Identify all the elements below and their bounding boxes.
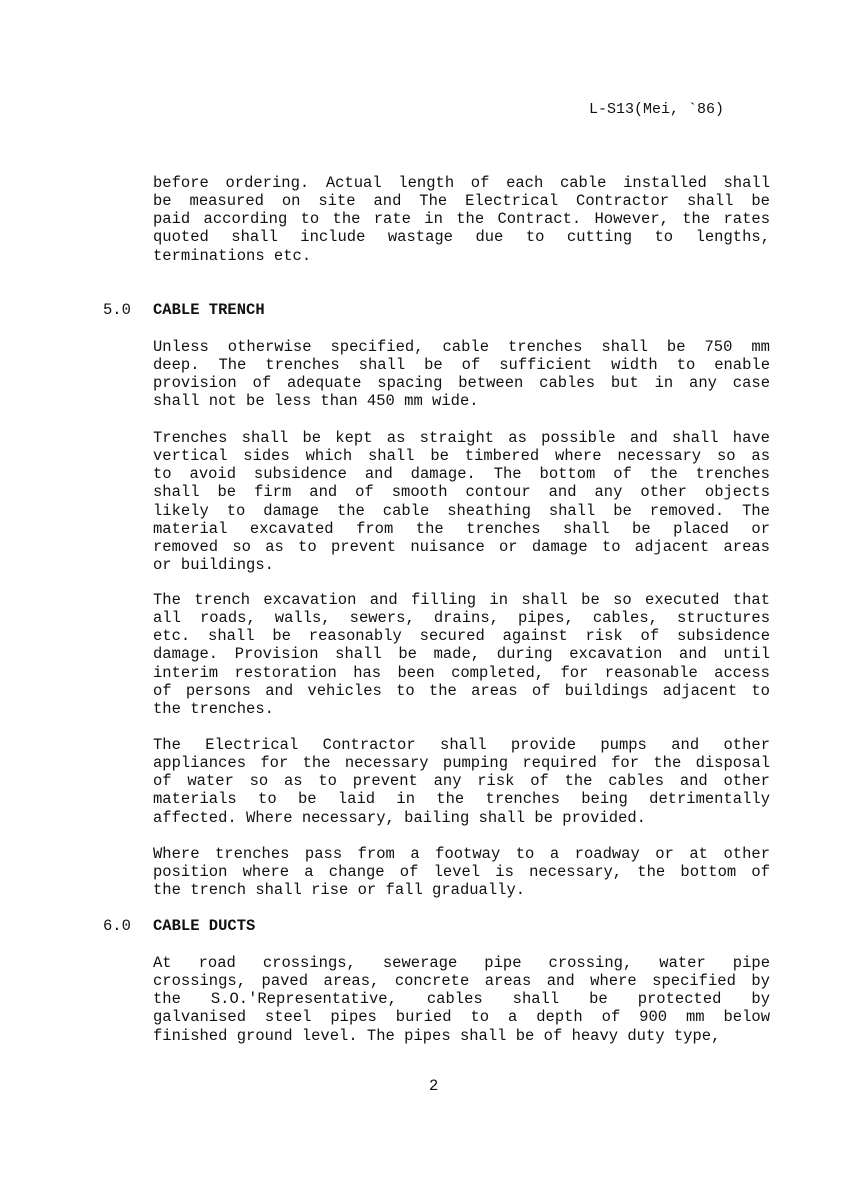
- text-line: finished ground level. The pipes shall be of heavy duty type,: [153, 1026, 721, 1045]
- section-title: CABLE DUCTS: [153, 917, 256, 935]
- section5-paragraph-3: [153, 591, 770, 718]
- text-line: deep. The trenches shall be of sufficient width to enable: [153, 356, 770, 375]
- section5-paragraph-5: [153, 845, 770, 899]
- section-number: 6.0: [103, 917, 131, 935]
- text-line: materials to be laid in the trenches being detrimentally: [153, 790, 770, 809]
- section5-paragraph-1: [153, 338, 770, 411]
- text-line: vertical sides which shall be timbered where necessary so as: [153, 447, 770, 466]
- text-line: The trench excavation and filling in shall be so executed that: [153, 591, 770, 609]
- text-line: of persons and vehicles to the areas of buildings adjacent to: [153, 681, 770, 700]
- text-line: damage. Provision shall be made, during excavation and until: [153, 645, 770, 664]
- text-line: etc. shall be reasonably secured against risk of subsidence: [153, 627, 770, 646]
- text-line: interim restoration has been completed, for reasonable access: [153, 663, 770, 682]
- text-line: Unless otherwise specified, cable trenches shall be 750 mm: [153, 338, 770, 356]
- text-line: before ordering. Actual length of each cable installed shall: [153, 174, 770, 192]
- text-line: position where a change of level is necessary, the bottom of: [153, 863, 770, 882]
- text-line: the S.O.'Representative, cables shall be protected by: [153, 990, 770, 1009]
- text-line: The Electrical Contractor shall provide pumps and other: [153, 736, 770, 754]
- text-line: or buildings.: [153, 555, 274, 574]
- text-line: removed so as to prevent nuisance or damage to adjacent areas: [153, 537, 770, 556]
- text-line: terminations etc.: [153, 246, 312, 265]
- text-line: appliances for the necessary pumping required for the disposal: [153, 754, 770, 773]
- text-line: provision of adequate spacing between cables but in any case: [153, 374, 770, 393]
- section5-paragraph-4: [153, 736, 770, 827]
- document-reference: L-S13(Mei, `86): [589, 101, 725, 118]
- text-line: all roads, walls, sewers, drains, pipes, cables, structures: [153, 609, 770, 628]
- text-line: of water so as to prevent any risk of the cables and other: [153, 772, 770, 791]
- text-line: Trenches shall be kept as straight as possible and shall have: [153, 429, 770, 447]
- text-line: crossings, paved areas, concrete areas and where specified by: [153, 972, 770, 991]
- text-line: At road crossings, sewerage pipe crossing, water pipe: [153, 954, 770, 972]
- text-line: material excavated from the trenches shall be placed or: [153, 519, 770, 538]
- text-line: shall not be less than 450 mm wide.: [153, 392, 479, 411]
- section-number: 5.0: [103, 301, 131, 319]
- section-title: CABLE TRENCH: [153, 301, 265, 319]
- text-line: to avoid subsidence and damage. The bottom of the trenches: [153, 465, 770, 484]
- section6-paragraph-1: [153, 954, 770, 1045]
- page-number: 2: [429, 1077, 439, 1095]
- intro-paragraph: [153, 174, 770, 265]
- text-line: likely to damage the cable sheathing shall be removed. The: [153, 501, 770, 520]
- text-line: the trenches.: [153, 699, 274, 718]
- text-line: quoted shall include wastage due to cutting to lengths,: [153, 228, 770, 247]
- text-line: be measured on site and The Electrical Contractor shall be: [153, 192, 770, 211]
- text-line: galvanised steel pipes buried to a depth of 900 mm below: [153, 1008, 770, 1027]
- text-line: shall be firm and of smooth contour and any other objects: [153, 483, 770, 502]
- text-line: affected. Where necessary, bailing shall be provided.: [153, 808, 646, 827]
- text-line: Where trenches pass from a footway to a roadway or at other: [153, 845, 770, 863]
- text-line: paid according to the rate in the Contract. However, the rates: [153, 210, 770, 229]
- text-line: the trench shall rise or fall gradually.: [153, 881, 526, 900]
- section5-paragraph-2: [153, 429, 770, 574]
